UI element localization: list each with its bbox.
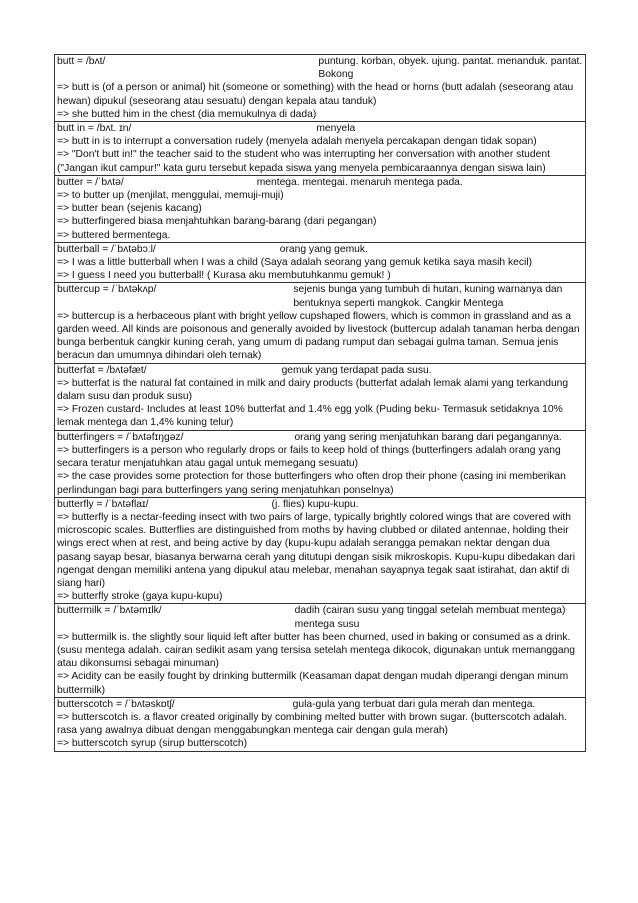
entry-translation: menyela — [316, 123, 356, 135]
glossary-entry — [55, 176, 585, 243]
entry-translation: puntung. korban, obyek. ujung. pantat. menanduk. pantat. Bokong — [318, 56, 583, 81]
glossary-entry — [55, 698, 585, 751]
entry-header — [57, 243, 584, 256]
entry-translation: gemuk yang terdapat pada susu. — [281, 364, 432, 376]
entry-term: butter = /ˈbʌtə/ — [57, 176, 124, 188]
glossary-entry — [55, 55, 585, 122]
entry-header — [57, 283, 584, 309]
entry-term: butterball = /ˈbʌtəbɔːl/ — [57, 243, 156, 255]
entry-line: => Acidity can be easily fought by drinking buttermilk (Keasaman dapat dengan mudah diperangi dengan minum buttermilk) — [57, 671, 569, 696]
entry-line: => butter bean (sejenis kacang) — [57, 203, 202, 215]
entry-line: => Frozen custard- Includes at least 10% butterfat and 1.4% egg yolk (Puding beku- Termasuk setidaknya 10% lemak mentega dan 1,4% kuning telur) — [57, 404, 563, 429]
entry-line: => she butted him in the chest (dia memukulnya di dada) — [57, 108, 317, 120]
glossary-entry — [55, 364, 585, 431]
entry-line: => butterfly stroke (gaya kupu-kupu) — [57, 591, 223, 603]
glossary-table — [54, 54, 586, 752]
entry-term: buttermilk = /ˈbʌtəmɪlk/ — [57, 605, 162, 617]
glossary-entry — [55, 122, 585, 176]
entry-term: butterscotch = /ˈbʌtəskɒtʃ/ — [57, 698, 175, 710]
entry-line: => "Don't butt in!" the teacher said to the student who was interrupting her conversation with another student ("Jangan ikut campur!" kata guru tersebut kepada siswa yang menyela pembicaraannya dengan siswa lain) — [57, 149, 550, 174]
entry-translation: (j. flies) kupu-kupu. — [271, 498, 359, 510]
entry-translation: dadih (cairan susu yang tinggal setelah membuat mentega) mentega susu — [294, 605, 566, 630]
entry-line: => butterfly is a nectar-feeding insect with two pairs of large, typically brightly colored wings that are covered with microscopic scales. Butterflies are distinguished from moths by having clubbed or dilated antennae, holding their wings erect when at rest, and being active by day (kupu-kupu adalah serangga pemakan nektar dengan dua pasang sayap besar, biasanya berwarna cerah yang ditutupi dengan sisik mikroskopis. Kupu-kupu dibedakan dari ngengat dengan memiliki antena yang dipukul atau melebar, menahan sayapnya tegak saat istirahat, dan aktif di siang hari) — [57, 511, 576, 589]
glossary-entry — [55, 243, 585, 284]
entry-translation: sejenis bunga yang tumbuh di hutan, kuning warnanya dan bentuknya seperti mangkok. Cangkir Mentega — [293, 284, 563, 309]
entry-line: => butterfat is the natural fat contained in milk and dairy products (butterfat adalah lemak alami yang terkandung dalam susu dan produk susu) — [57, 377, 569, 403]
entry-header — [57, 122, 584, 135]
entry-line: => butterfingered biasa menjahtuhkan barang-barang (dari pegangan) — [57, 216, 377, 228]
glossary-entry — [55, 604, 585, 697]
entry-header — [57, 55, 584, 81]
entry-line: => butterscotch syrup (sirup butterscotch) — [57, 738, 248, 750]
entry-line: => I guess I need you butterball! ( Kurasa aku membutuhkanmu gemuk! ) — [57, 270, 391, 282]
entry-term: buttercup = /ˈbʌtəkʌp/ — [57, 284, 157, 296]
entry-line: => buttermilk is. the slightly sour liquid left after butter has been churned, used in baking or consumed as a drink. (susu mentega adalah. cairan sedikit asam yang tersisa setelah mentega dikocok, digunakan untuk memanggang atau dikonsumsi sebagai minuman) — [57, 631, 576, 670]
entry-term: butt = /bʌt/ — [57, 56, 106, 67]
entry-line: => butt in is to interrupt a conversation rudely (menyela adalah menyela percakapan dengan tidak sopan) — [57, 136, 537, 148]
entry-term: butt in = /bʌt. ɪn/ — [57, 123, 132, 135]
entry-line: => butt is (of a person or animal) hit (someone or something) with the head or horns (butt adalah (seseorang atau hewan) dipukul (seseorang atau sesuatu) dengan kepala atau tanduk) — [57, 82, 574, 107]
entry-term: butterfingers = /ˈbʌtəfɪŋgəz/ — [57, 431, 184, 443]
entry-line: => butterscotch is. a flavor created originally by combining melted butter with brown sugar. (butterscotch adalah. rasa yang awalnya dibuat dengan menggabungkan mentega cair dengan gula merah) — [57, 711, 567, 737]
entry-translation: orang yang sering menjatuhkan barang dari pegangannya. — [294, 431, 562, 443]
entry-line: => buttercup is a herbaceous plant with bright yellow cupshaped flowers, which is common in grassland and as a garden weed. All kinds are poisonous and generally avoided by livestock (buttercup adalah tanaman herba dengan bunga berbentuk cangkir kuning cerah, yang umum di padang rumput dan sebagai gulma taman. Semua jenis beracun dan umumnya dihindari oleh ternak) — [57, 310, 580, 362]
entry-term: butterfly = /ˈbʌtəflaɪ/ — [57, 498, 149, 510]
glossary-entry — [55, 498, 585, 605]
entry-line: => the case provides some protection for those butterfingers who often drop their phone (casing ini memberikan perlindungan bagi para butterfingers yang sering menjatuhkan ponselnya) — [57, 471, 566, 496]
entry-header — [57, 698, 584, 711]
entry-translation: gula-gula yang terbuat dari gula merah dan mentega. — [292, 698, 536, 710]
glossary-entry — [55, 283, 585, 363]
entry-header — [57, 431, 584, 444]
entry-header — [57, 498, 584, 511]
entry-line: => buttered bermentega. — [57, 229, 171, 241]
entry-header — [57, 176, 584, 189]
entry-translation: orang yang gemuk. — [279, 243, 368, 255]
entry-line: => butterfingers is a person who regularly drops or fails to keep hold of things (butterfingers adalah orang yang secara teratur menjatuhkan atau gagal untuk memegang sesuatu) — [57, 444, 561, 470]
glossary-entry — [55, 431, 585, 498]
entry-translation: mentega. mentegai. menaruh mentega pada. — [256, 176, 463, 188]
entry-line: => to butter up (menjilat, menggulai, memuji-muji) — [57, 190, 284, 202]
entry-header — [57, 364, 584, 377]
entry-term: butterfat = /bʌtəfæt/ — [57, 364, 147, 376]
entry-header — [57, 604, 584, 630]
entry-line: => I was a little butterball when I was a child (Saya adalah seorang yang gemuk ketika saya masih kecil) — [57, 257, 533, 269]
